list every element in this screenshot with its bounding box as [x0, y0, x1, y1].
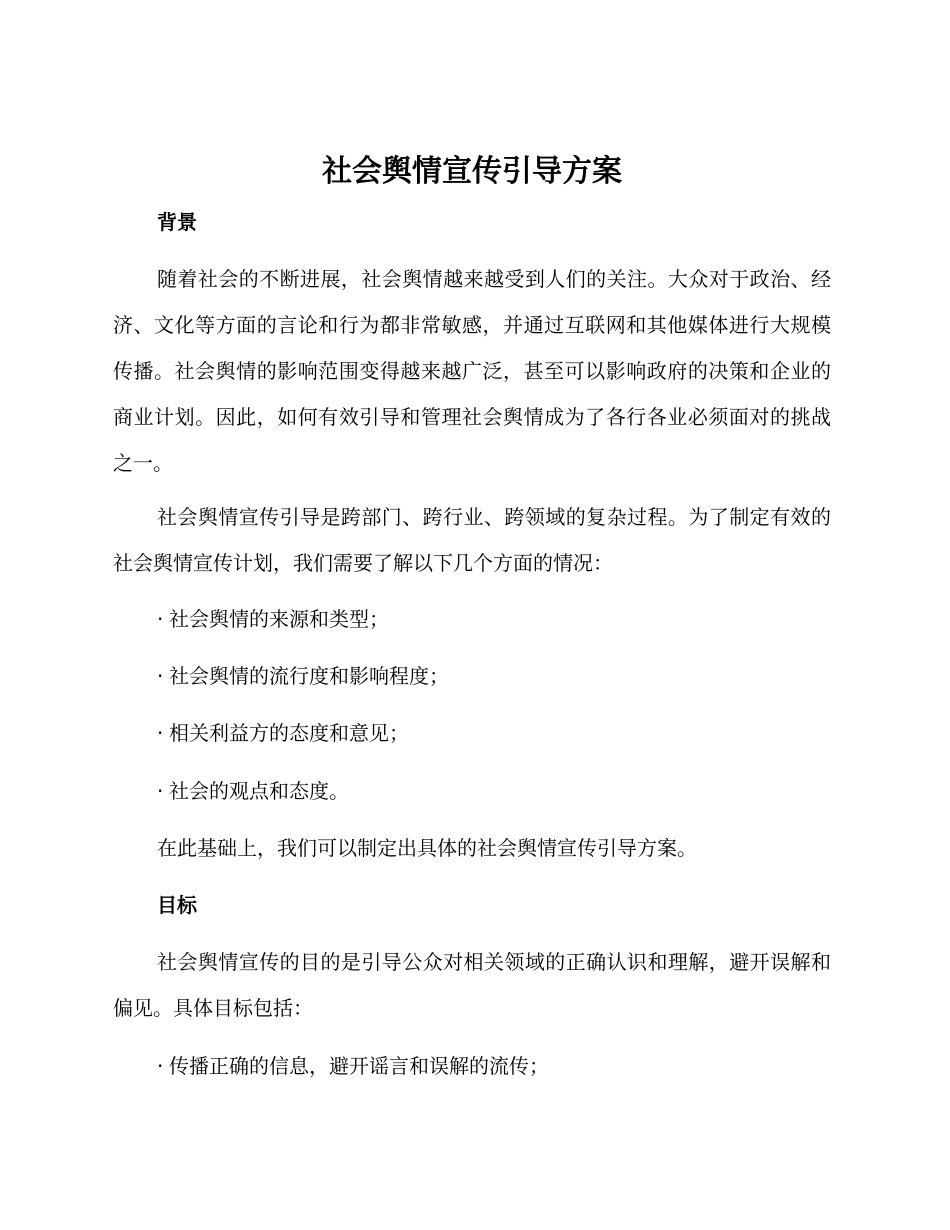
bullet-icon: ·: [157, 721, 164, 745]
bullet-icon: ·: [157, 664, 164, 688]
bullet-icon: ·: [157, 779, 164, 803]
list-item: [157, 604, 389, 634]
paragraph-background-process: 社会舆情宣传引导是跨部门、跨行业、跨领域的复杂过程。为了制定有效的社会舆情宣传计划，我们需要了解以下几个方面的情况：: [113, 505, 831, 575]
list-item-text: 社会舆情的来源和类型；: [169, 607, 389, 631]
list-item-text: 社会舆情的流行度和影响程度；: [169, 664, 449, 688]
list-item: [157, 776, 349, 806]
list-item: [157, 718, 409, 748]
list-item-text: 传播正确的信息，避开谣言和误解的流传；: [169, 1054, 549, 1078]
paragraph-background-intro: 随着社会的不断进展，社会舆情越来越受到人们的关注。大众对于政治、经济、文化等方面的言论和行为都非常敏感，并通过互联网和其他媒体进行大规模传播。社会舆情的影响范围变得越来越广泛，甚至可以影响政府的决策和企业的商业计划。因此，如何有效引导和管理社会舆情成为了各行各业必须面对的挑战之一。: [113, 267, 831, 475]
list-item: [157, 1051, 549, 1081]
section-heading-goals: 目标: [157, 893, 197, 917]
list-item-text: 社会的观点和态度。: [169, 779, 349, 803]
section-heading-background: 背景: [157, 210, 197, 234]
bullet-icon: ·: [157, 607, 164, 631]
paragraph-background-closing: 在此基础上，我们可以制定出具体的社会舆情宣传引导方案。: [157, 836, 697, 860]
document-title: 社会舆情宣传引导方案: [322, 154, 622, 189]
list-item-text: 相关利益方的态度和意见；: [169, 721, 409, 745]
bullet-icon: ·: [157, 1054, 164, 1078]
paragraph-goals-intro: 社会舆情宣传的目的是引导公众对相关领域的正确认识和理解，避开误解和偏见。具体目标包括：: [113, 950, 831, 1020]
list-item: [157, 661, 449, 691]
